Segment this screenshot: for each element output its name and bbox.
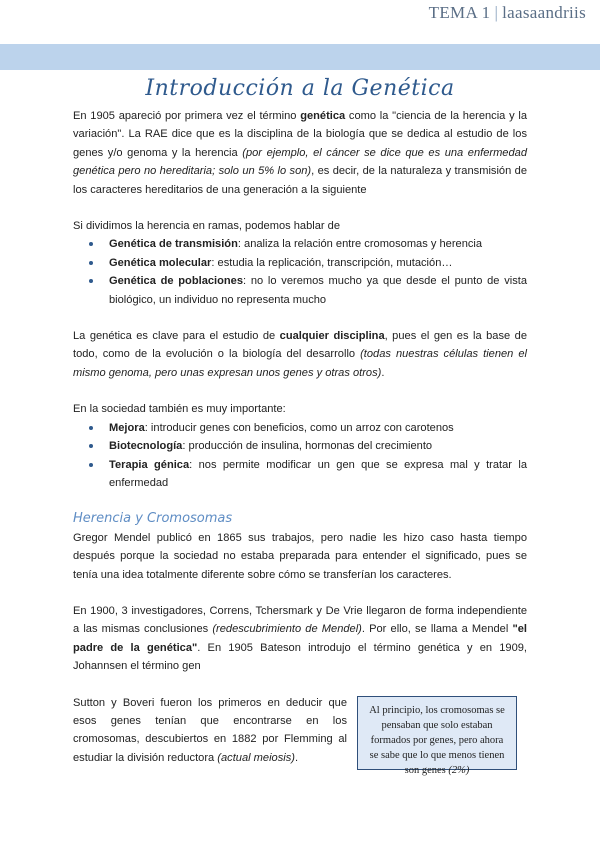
sutton-boveri-paragraph: Sutton y Boveri fueron los primeros en deducir que esos genes tenían que encontrarse en los cromosomas, descubiertos en 1882 por Flemming al estudiar la división reductora (actual meiosis).	[73, 696, 347, 764]
list-item: Terapia génica: nos permite modificar un gen que se expresa mal y tratar la enfermedad	[109, 456, 527, 493]
list-item: Genética molecular: estudia la replicación, transcripción, mutación…	[109, 254, 527, 272]
sociedad-list	[73, 419, 527, 493]
list-item: Mejora: introducir genes con beneficios, como un arroz con carotenos	[109, 419, 527, 437]
list-item: Genética de transmisión: analiza la relación entre cromosomas y herencia	[109, 235, 527, 253]
intro-paragraph: En 1905 apareció por primera vez el término genética como la "ciencia de la herencia y la variación". La RAE dice que es la disciplina de la biología que se dedica al estudio de los genes y/o genoma y la herencia (por ejemplo, el cáncer se dice que es una enfermedad genética pero no hereditaria; solo un 5% lo son), es decir, de la naturaleza y transmisión de los caracteres hereditarios de una generación a la siguiente	[73, 110, 527, 196]
title-band	[0, 44, 600, 70]
header-author: laasaandriis	[502, 3, 586, 22]
ramas-list	[73, 235, 527, 309]
page-title: Introducción a la Genética	[145, 76, 455, 101]
clave-paragraph: La genética es clave para el estudio de cualquier disciplina, pues el gen es la base de todo, como de la evolución o la biología del desarrollo (todas nuestras células tienen el mismo genoma, pero unas expresan unos genes y otras otros).	[73, 330, 527, 379]
header-text	[429, 3, 586, 23]
mendel-paragraph: Gregor Mendel publicó en 1865 sus trabajos, pero nadie les hizo caso hasta tiempo después porque la sociedad no estaba preparada para entender el significado, pues se tenía una idea totalmente diferente sobre cómo se transferían los caracteres.	[73, 531, 527, 581]
ramas-lead: Si dividimos la herencia en ramas, podemos hablar de	[73, 220, 341, 233]
list-item: Biotecnología: producción de insulina, hormonas del crecimiento	[109, 437, 527, 455]
section-heading: Herencia y Cromosomas	[73, 511, 233, 527]
header-tema: TEMA 1	[428, 3, 491, 22]
list-item: Genética de poblaciones: no lo veremos mucho ya que desde el punto de vista biológico, un individuo no representa mucho	[109, 272, 527, 309]
header-separator: |	[494, 3, 499, 22]
document-body	[73, 107, 528, 776]
sociedad-lead: En la sociedad también es muy importante:	[73, 403, 286, 416]
redescubrimiento-paragraph: En 1900, 3 investigadores, Correns, Tchersmark y De Vrie llegaron de forma independiente a las mismas conclusiones (redescubrimiento de Mendel). Por ello, se llama a Mendel "el padre de la genética". En 1905 Bateson introdujo el término genética y en 1909, Johannsen el término gen	[73, 604, 527, 673]
page-header	[0, 0, 600, 24]
note-box: Al principio, los cromosomas se pensaban que solo estaban formados por genes, pero ahora se sabe que lo que menos tienen son genes (2%)	[357, 696, 517, 770]
sutton-boveri-block	[73, 694, 527, 776]
